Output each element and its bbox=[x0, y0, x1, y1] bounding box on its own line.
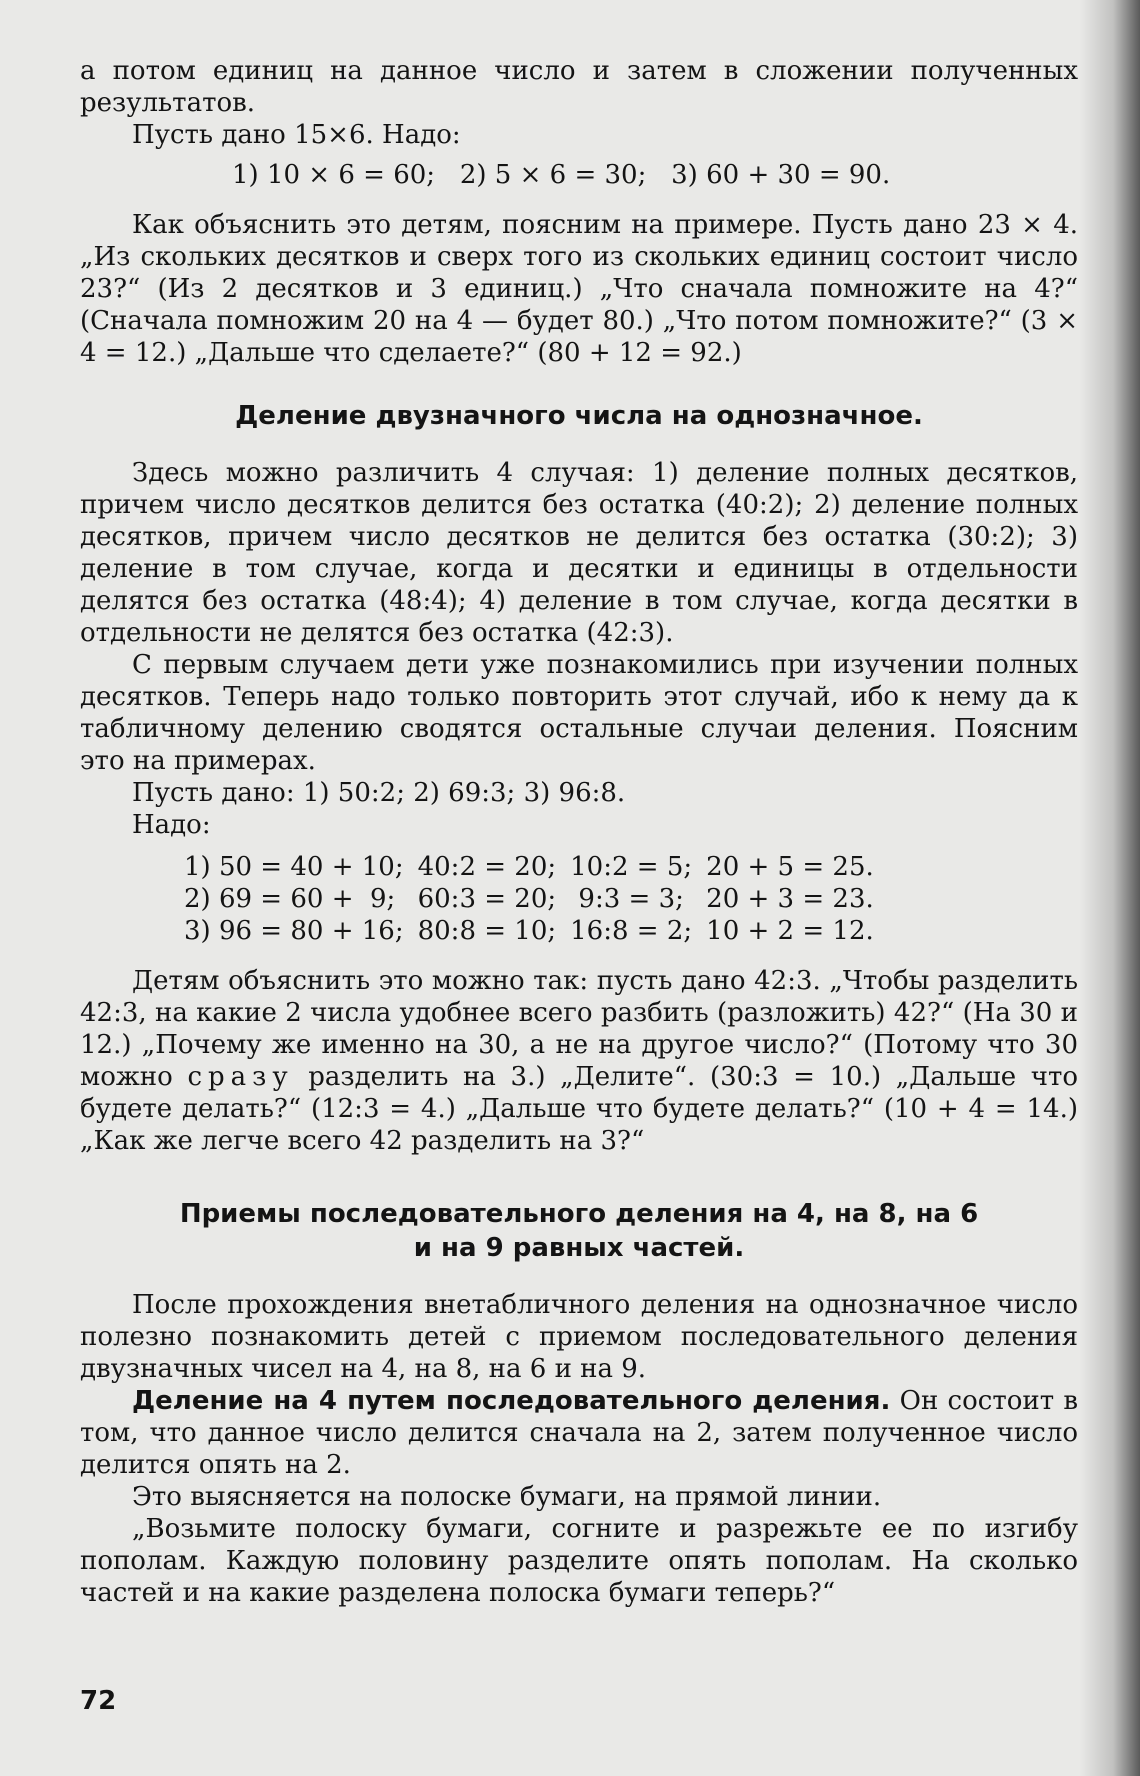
dialogue-text-part1: Детям объяснить это можно так: пусть дано 42:3. „Чтобы разделить 42:3, на какие 2 числа удобнее всего разбить (разложить) 42?“ (На 30 и 12.) „Почему же именно на 30, а не на другое число?“ (Потому что 30 можно bbox=[80, 966, 1078, 1092]
paragraph-continuation: а потом единиц на данное число и затем в сложении полученных результатов. bbox=[80, 56, 1078, 118]
equation-cell: 10 + 2 = 12. bbox=[706, 916, 874, 946]
section-heading-sequential-division bbox=[80, 1197, 1078, 1265]
paragraph-fold-instructions: „Возьмите полоску бумаги, согните и разрежьте ее по изгибу пополам. Каждую половину разделите опять пополам. На сколько частей и на какие разделена полоска бумаги теперь?“ bbox=[80, 1514, 1078, 1608]
equation-cell: 80:8 = 10; bbox=[417, 916, 557, 946]
equation-cell: 9:3 = 3; bbox=[570, 884, 684, 914]
spaced-emphasis-word: сразу bbox=[187, 1062, 294, 1092]
paragraph-paper-strip: Это выясняется на полоске бумаги, на прямой линии. bbox=[132, 1482, 882, 1512]
equation-cell: 20 + 3 = 23. bbox=[706, 884, 874, 914]
dialogue-text-part2: разделить на 3.) „Делите“. (30:3 = 10.) „Дальше что будете делать?“ (12:3 = 4.) „Дальше что будете делать?“ (10 + 4 = 14.) „Как же легче всего 42 разделить на 3?“ bbox=[80, 1062, 1078, 1156]
page-body bbox=[80, 55, 1078, 1609]
heading-line-2: и на 9 равных частей. bbox=[413, 1233, 745, 1263]
equation-cell: 16:8 = 2; bbox=[570, 916, 693, 946]
page-edge-shadow bbox=[1080, 0, 1140, 1776]
heading-line-1: Приемы последовательного деления на 4, на 8, на 6 bbox=[179, 1199, 979, 1229]
paragraph-example-intro: Пусть дано 15×6. Надо: bbox=[132, 120, 461, 150]
equation-cell: 3) 96 = 80 + 16; bbox=[184, 916, 404, 946]
equation-row bbox=[184, 851, 888, 883]
equation-cell: 1) 50 = 40 + 10; bbox=[184, 852, 404, 882]
paragraph-division-by-4-text: Он состоит в том, что данное число делится сначала на 2, затем полученное число делится опять на 2. bbox=[80, 1386, 1078, 1480]
paragraph-division-by-4 bbox=[80, 1385, 1078, 1481]
equation-line-15x6: 1) 10 × 6 = 60; 2) 5 × 6 = 30; 3) 60 + 30 = 90. bbox=[232, 160, 891, 190]
equation-cell: 2) 69 = 60 + 9; bbox=[184, 884, 396, 914]
paragraph-first-case: С первым случаем дети уже познакомились при изучении полных десятков. Теперь надо только повторить этот случай, ибо к нему да к табличному делению сводятся остальные случаи деления. Поясним это на примерах. bbox=[80, 650, 1078, 776]
equation-cell: 20 + 5 = 25. bbox=[706, 852, 874, 882]
paragraph-dialogue-42-3 bbox=[80, 965, 1078, 1157]
page-number: 72 bbox=[80, 1686, 117, 1716]
paragraph-after-division: После прохождения внетабличного деления на однозначное число полезно познакомить детей с приемом последовательного деления двузначных чисел на 4, на 8, на 6 и на 9. bbox=[80, 1290, 1078, 1384]
paragraph-explanation-23x4: Как объяснить это детям, поясним на примере. Пусть дано 23 × 4. „Из скольких десятков и сверх того из скольких единиц состоит число 23?“ (Из 2 десятков и 3 единиц.) „Что сначала помножите на 4?“ (Сначала помножим 20 на 4 — будет 80.) „Что потом помножите?“ (3 × 4 = 12.) „Дальше что сделаете?“ (80 + 12 = 92.) bbox=[80, 210, 1078, 368]
equation-cell: 60:3 = 20; bbox=[417, 884, 557, 914]
equation-cell: 40:2 = 20; bbox=[417, 852, 557, 882]
equations-table bbox=[184, 851, 888, 947]
paragraph-needed: Надо: bbox=[132, 810, 211, 840]
equation-row bbox=[184, 915, 888, 947]
equation-row bbox=[184, 883, 888, 915]
section-heading-division: Деление двузначного числа на однозначное. bbox=[235, 401, 923, 431]
paragraph-given-examples: Пусть дано: 1) 50:2; 2) 69:3; 3) 96:8. bbox=[132, 778, 626, 808]
paragraph-four-cases: Здесь можно различить 4 случая: 1) деление полных десятков, причем число десятков делится без остатка (40:2); 2) деление полных десятков, причем число десятков не делится без остатка (30:2); 3) деление в том случае, когда и десятки и единицы в отдельности делятся без остатка (48:4); 4) деление в том случае, когда десятки в отдельности не делятся без остатка (42:3). bbox=[80, 458, 1078, 648]
equation-cell: 10:2 = 5; bbox=[570, 852, 693, 882]
bold-run-in-heading: Деление на 4 путем последовательного деления. bbox=[132, 1386, 891, 1416]
